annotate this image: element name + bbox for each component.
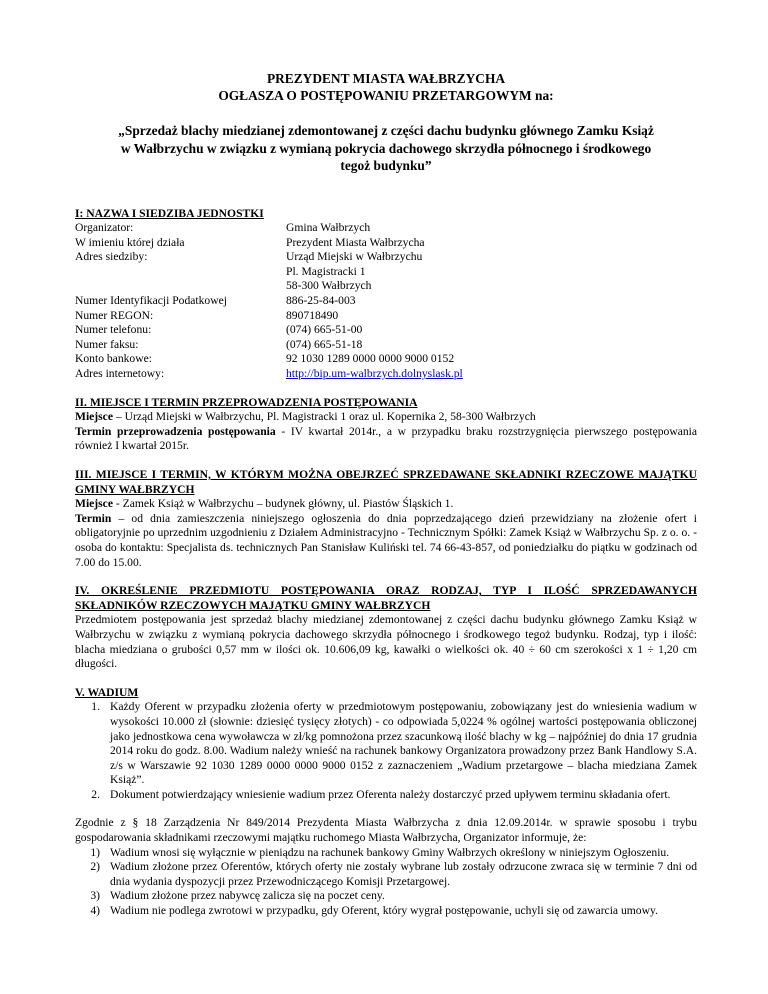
section-2-place — [75, 410, 697, 425]
list-item-number: 1. — [91, 700, 100, 714]
bank-label: Konto bankowe: — [75, 352, 152, 366]
organizer-label: Organizator: — [75, 221, 134, 235]
regulation-intro: Zgodnie z § 18 Zarządzenia Nr 849/2014 Prezydenta Miasta Wałbrzycha z dnia 12.09.2014r. w sprawie sposobu i trybu gospodarowania składnikami rzeczowymi majątku ruchomego Miasta Wałbrzycha, Organizator informuje, że: — [75, 816, 697, 845]
header-line-1: PREZYDENT MIASTA WAŁBRZYCHA — [266, 71, 506, 86]
list-item-text: Dokument potwierdzający wniesienie wadium przez Oferenta należy dostarczyć przed upływem terminu składania ofert. — [110, 787, 671, 801]
phone-label: Numer telefonu: — [75, 323, 152, 337]
nip-label: Numer Identyfikacji Podatkowej — [75, 294, 227, 308]
section-4-heading: IV. OKREŚLENIE PRZEDMIOTU POSTĘPOWANIA ORAZ RODZAJ, TYP I ILOŚĆ SPRZEDAWANYCH SKŁADNIKÓW RZECZOWYCH MAJĄTKU GMINY WAŁBRZYCH — [75, 584, 697, 612]
on-behalf-value: Prezydent Miasta Wałbrzycha — [286, 235, 425, 249]
deposit-list — [75, 700, 697, 802]
viewing-place-label: Miejsce — [75, 497, 113, 511]
announcement-header — [75, 70, 697, 104]
address-line-2: Pl. Magistracki 1 — [286, 264, 366, 278]
address-line-3: 58-300 Wałbrzych — [286, 279, 372, 293]
viewing-place-text: - Zamek Książ w Wałbrzychu – budynek główny, ul. Piastów Śląskich 1. — [112, 497, 454, 511]
viewing-term-text: – od dnia zamieszczenia niniejszego ogłoszenia do dnia poprzedzającego dzień przewidziany na złożenie ofert i obligatoryjnie po uprzednim uzgodnieniu z Działem Administracyjno - Technicznym Spółki: Zamek Książ w Wałbrzychu Sp. z o. o. - osoba do kontaktu: Specjalista ds. technicznych Pan Stanisław Kuliński tel. 74 66-43-857, od poniedziałku do piątku w godzinach od 7.00 do 15.00. — [75, 511, 697, 569]
list-item-text: Wadium złożone przez nabywcę zalicza się na poczet ceny. — [110, 889, 385, 903]
announcement-subject — [75, 122, 697, 175]
deposit-rules-list — [75, 846, 697, 919]
section-3-heading: III. MIEJSCE I TERMIN, W KTÓRYM MOŻNA OBEJRZEĆ SPRZEDAWANE SKŁADNIKI RZECZOWE MAJĄTKU GMINY WAŁBRZYCH — [75, 468, 697, 496]
document-page — [75, 70, 697, 919]
fax-value: (074) 665-51-18 — [286, 337, 363, 351]
list-item — [75, 788, 697, 803]
section-1-heading: I: NAZWA I SIEDZIBA JEDNOSTKI — [75, 206, 264, 220]
web-value — [286, 367, 697, 382]
section-3-term — [75, 512, 697, 570]
list-item-text: Wadium nie podlega zwrotowi w przypadku, gdy Oferent, który wygrał postępowanie, uchyli się od zawarcia umowy. — [110, 904, 658, 918]
section-3-place — [75, 497, 697, 512]
nip-value: 886-25-84-003 — [286, 294, 356, 308]
section-4-text: Przedmiotem postępowania jest sprzedaż blachy miedzianej zdemontowanej z części dachu budynku głównego Zamku Książ w Wałbrzychu w związku z wymianą pokrycia dachowego skrzydła północnego i środkowego tegoż budynku. Rodzaj, typ i ilość: blacha miedziana o grubości 0,57 mm w ilości ok. 10.606,09 kg, kawałki o wielkości ok. 40 ÷ 60 cm szerokości x 1 ÷ 1,20 cm długości. — [75, 613, 697, 671]
web-label: Adres internetowy: — [75, 367, 165, 381]
list-item — [75, 889, 697, 904]
list-item-text: Wadium wnosi się wyłącznie w pieniądzu na rachunek bankowy Gminy Wałbrzych określony w niniejszym Ogłoszeniu. — [110, 845, 670, 859]
place-text: – Urząd Miejski w Wałbrzychu, Pl. Magistracki 1 oraz ul. Kopernika 2, 58-300 Wałbrzych — [112, 410, 536, 424]
subject-line-2: w Wałbrzychu w związku z wymianą pokrycia dachowego skrzydła północnego i środkowego — [120, 140, 652, 156]
list-item — [75, 846, 697, 861]
phone-value: (074) 665-51-00 — [286, 323, 363, 337]
list-item — [75, 860, 697, 889]
address-line-1: Urząd Miejski w Wałbrzychu — [286, 250, 423, 264]
term-label: Termin przeprowadzenia postępowania — [75, 424, 276, 438]
list-item-number: 2. — [91, 787, 100, 801]
section-5-heading: V. WADIUM — [75, 685, 139, 699]
header-line-2: OGŁASZA O POSTĘPOWANIU PRZETARGOWYM na: — [218, 88, 554, 103]
on-behalf-label: W imieniu której działa — [75, 235, 185, 249]
address-label: Adres siedziby: — [75, 250, 148, 264]
viewing-term-label: Termin — [75, 511, 112, 525]
regon-label: Numer REGON: — [75, 308, 154, 322]
address-value — [286, 250, 697, 294]
list-item-number: 2) — [90, 860, 100, 874]
list-item-number: 1) — [90, 845, 100, 859]
fax-label: Numer faksu: — [75, 337, 139, 351]
list-item — [75, 904, 697, 919]
subject-line-1: „Sprzedaż blachy miedzianej zdemontowanej z części dachu budynku głównego Zamku Książ — [118, 123, 654, 138]
entity-details — [75, 221, 697, 382]
list-item — [75, 700, 697, 788]
website-link[interactable]: http://bip.um-walbrzych.dolnyslask.pl — [286, 367, 463, 381]
term-text: - IV kwartał 2014r., a w przypadku braku rozstrzygnięcia pierwszego postępowania również I kwartał 2015r. — [75, 424, 698, 453]
section-2-heading: II. MIEJSCE I TERMIN PRZEPROWADZENIA POSTĘPOWANIA — [75, 395, 418, 409]
bank-value: 92 1030 1289 0000 0000 9000 0152 — [286, 352, 455, 366]
subject-line-3: tegoż budynku” — [340, 158, 432, 173]
list-item-text: Wadium złożone przez Oferentów, których oferty nie zostały wybrane lub zostały odrzucone zwraca się w terminie 7 dni od dnia wydania dyspozycji przez Przewodniczącego Komisji Przetargowej. — [110, 860, 697, 888]
place-label: Miejsce — [75, 410, 113, 424]
list-item-text: Każdy Oferent w przypadku złożenia oferty w przedmiotowym postępowaniu, zobowiązany jest do wniesienia wadium w wysokości 10.000 zł (słownie: dziesięć tysięcy złotych) - co odpowiada 5,0224 % ogólnej wartości postępowania obliczonej jako jednostkowa cena wywoławcza w zł/kg pomnożona przez szacunkową ilość blachy w kg – najpóźniej do dnia 17 grudnia 2014 roku do godz. 8.00. Wadium należy wnieść na rachunek bankowy Organizatora prowadzony przez Bank Handlowy S.A. z/s w Warszawie 92 1030 1289 0000 0000 9000 0152 z zaznaczeniem „Wadium przetargowe – blacha miedziana Zamek Książ”. — [110, 700, 697, 787]
section-2-term — [75, 425, 697, 454]
list-item-number: 4) — [90, 904, 100, 918]
regon-value: 890718490 — [286, 308, 339, 322]
list-item-number: 3) — [90, 889, 100, 903]
organizer-value: Gmina Wałbrzych — [286, 221, 371, 235]
